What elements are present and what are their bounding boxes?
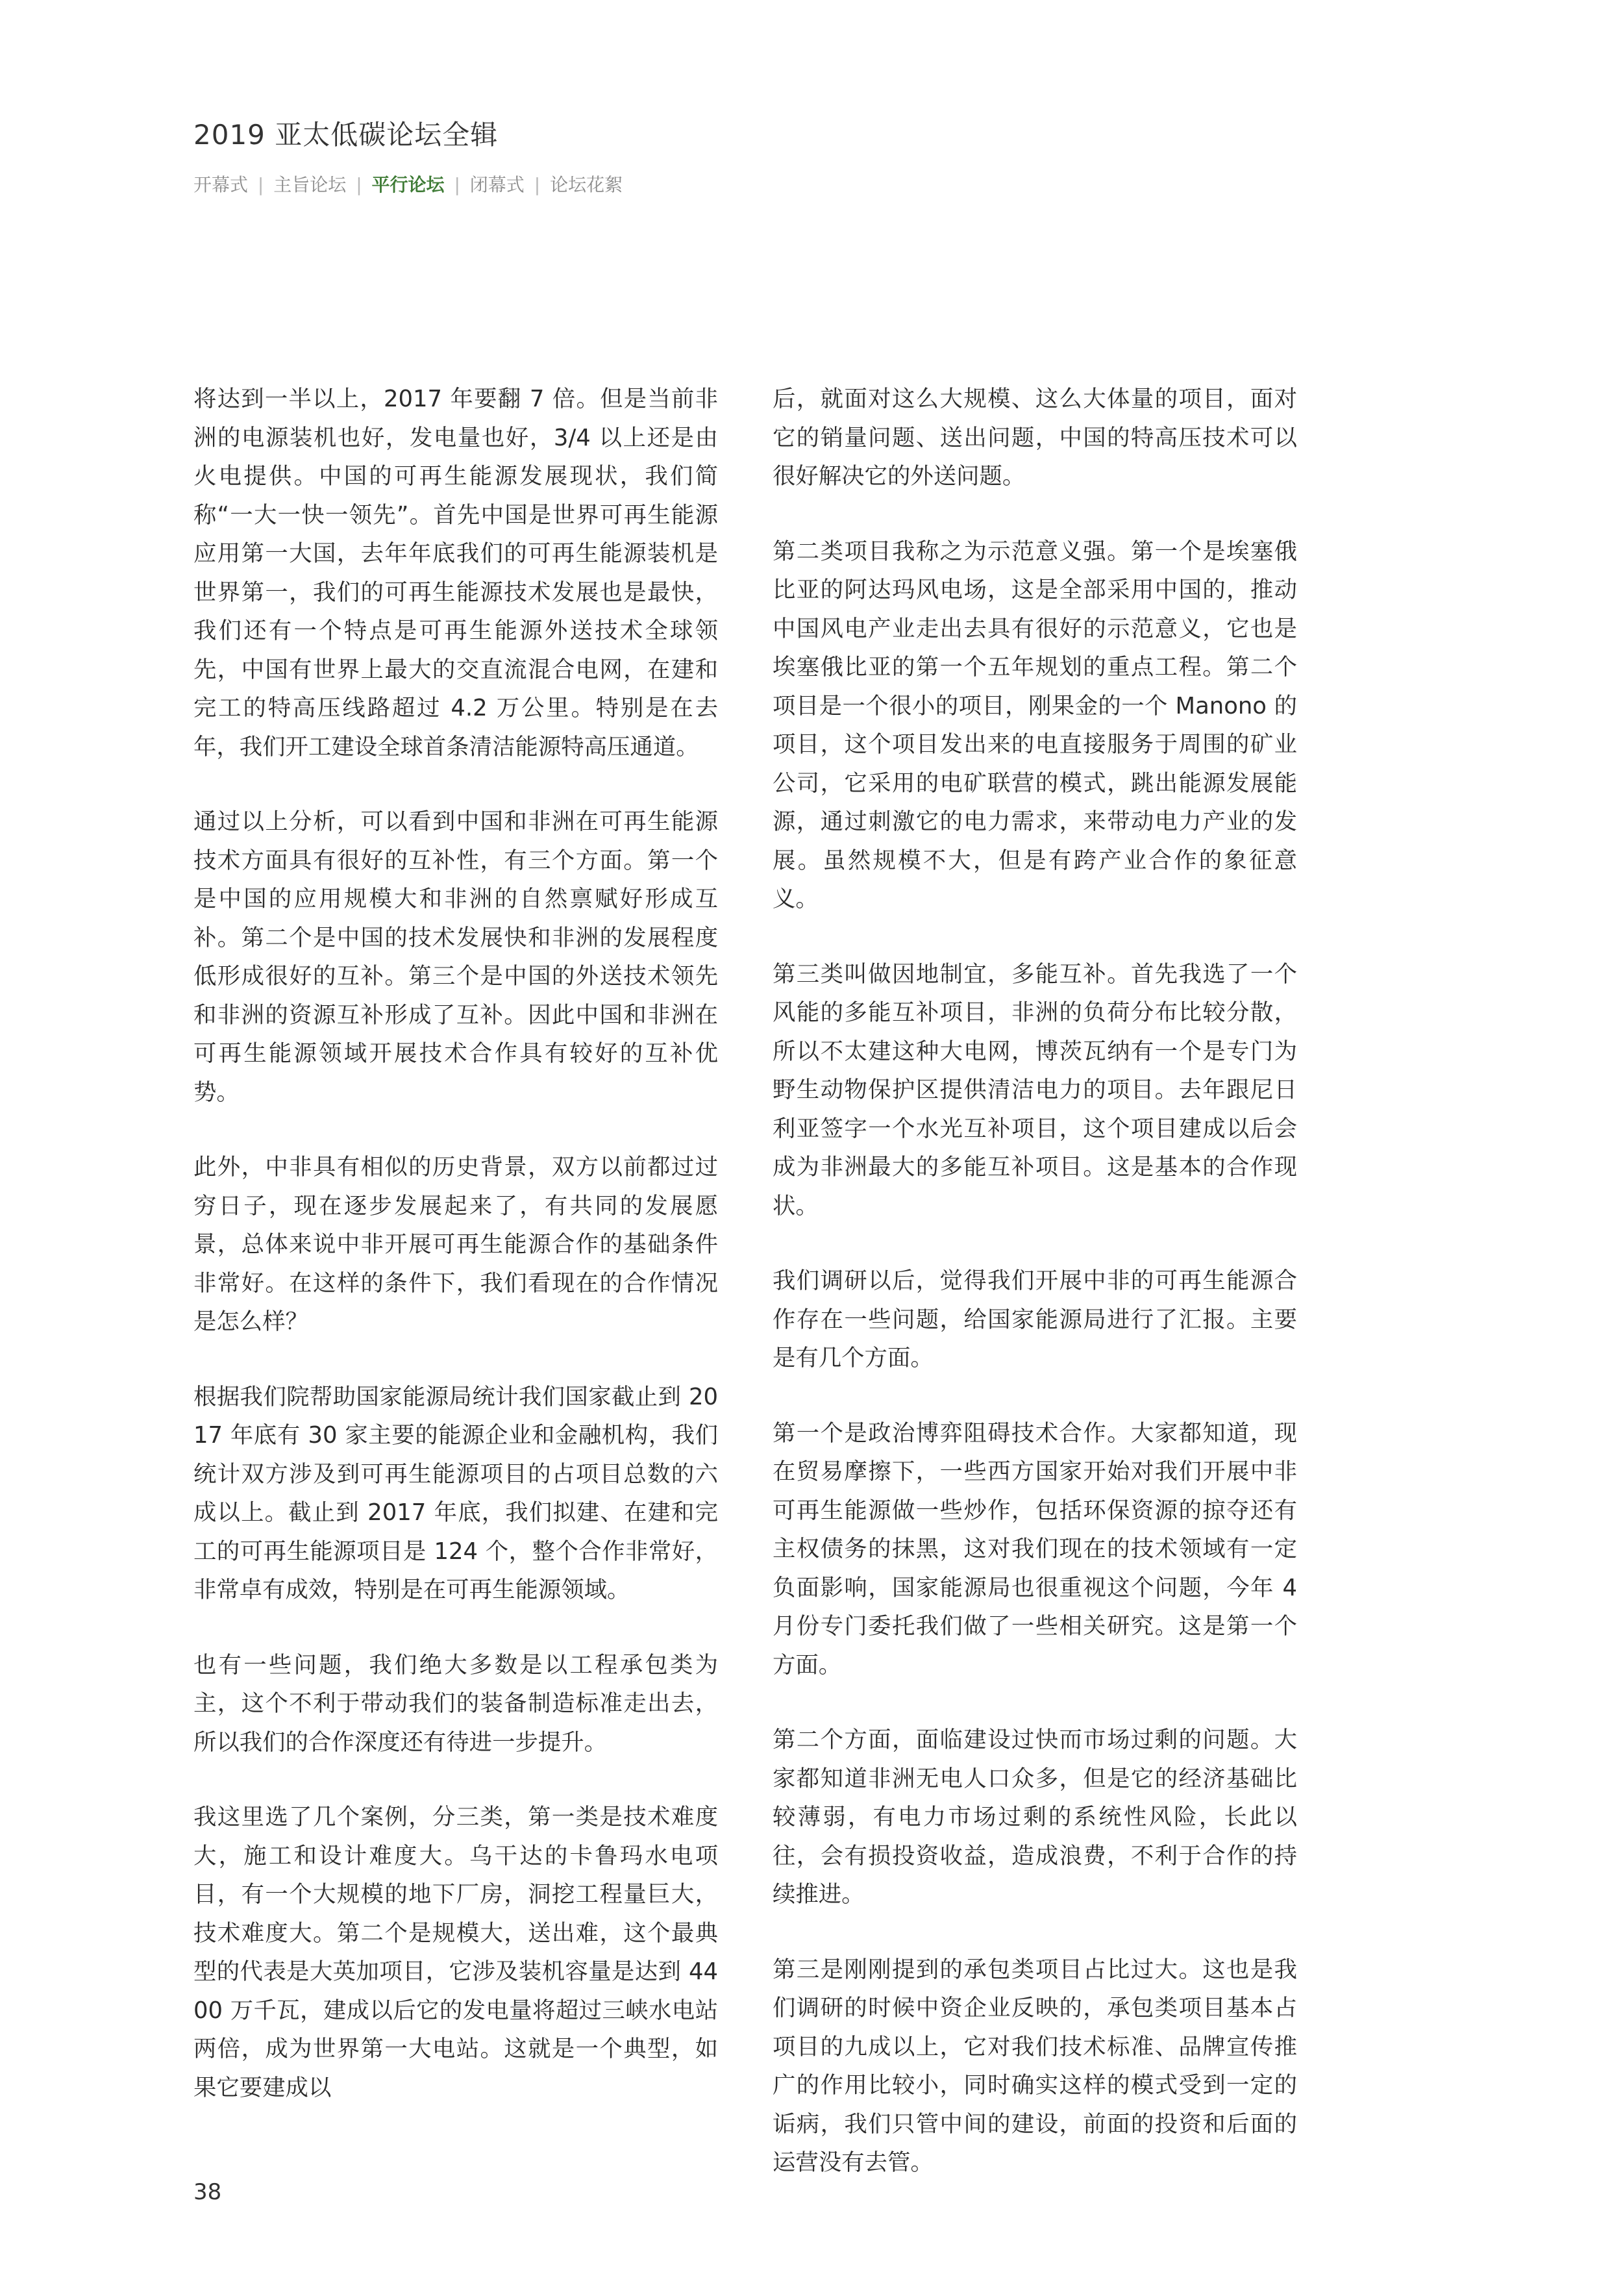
paragraph: 根据我们院帮助国家能源局统计我们国家截止到 2017 年底有 30 家主要的能源企业和金融机构，我们统计双方涉及到可再生能源项目的占项目总数的六成以上。截止到 2017 年底，我们拟建、在建和完工的可再生能源项目是 124 个，整个合作非常好，非常卓有成效，特别是在可再生能源领域。 xyxy=(193,1383,718,1603)
paragraph: 我这里选了几个案例，分三类，第一类是技术难度大，施工和设计难度大。乌干达的卡鲁玛水电项目，有一个大规模的地下厂房，洞挖工程量巨大，技术难度大。第二个是规模大，送出难，这个最典型的代表是大英加项目，它涉及装机容量是达到 4400 万千瓦，建成以后它的发电量将超过三峡水电站两倍，成为世界第一大电站。这就是一个典型，如果它要建成以 xyxy=(193,1804,718,2101)
paragraph: 此外，中非具有相似的历史背景，双方以前都过过穷日子，现在逐步发展起来了，有共同的发展愿景，总体来说中非开展可再生能源合作的基础条件非常好。在这样的条件下，我们看现在的合作情况是怎么样？ xyxy=(193,1154,718,1335)
nav-separator: | xyxy=(454,174,460,195)
paragraph: 将达到一半以上，2017 年要翻 7 倍。但是当前非洲的电源装机也好，发电量也好，3/4 以上还是由火电提供。中国的可再生能源发展现状，我们简称“一大一快一领先”。首先中国是世界可再生能源应用第一大国，去年年底我们的可再生能源装机是世界第一，我们的可再生能源技术发展也是最快，我们还有一个特点是可再生能源外送技术全球领先，中国有世界上最大的交直流混合电网，在建和完工的特高压线路超过 4.2 万公里。特别是在去年，我们开工建设全球首条清洁能源特高压通道。 xyxy=(193,386,718,760)
right-column xyxy=(773,380,1297,2219)
left-column xyxy=(193,380,718,2143)
nav-separator: | xyxy=(257,174,264,195)
paragraph: 也有一些问题，我们绝大多数是以工程承包类为主，这个不利于带动我们的装备制造标准走出去，所以我们的合作深度还有待进一步提升。 xyxy=(193,1651,718,1756)
nav-item-opening[interactable]: 开幕式 xyxy=(193,174,249,195)
paragraph: 我们调研以后，觉得我们开展中非的可再生能源合作存在一些问题，给国家能源局进行了汇报。主要是有几个方面。 xyxy=(773,1267,1297,1371)
paragraph: 后，就面对这么大规模、这么大体量的项目，面对它的销量问题、送出问题，中国的特高压技术可以很好解决它的外送问题。 xyxy=(773,386,1297,490)
document-title: 2019 亚太低碳论坛全辑 xyxy=(193,119,499,151)
nav-separator: | xyxy=(534,174,541,195)
paragraph: 第二个方面，面临建设过快而市场过剩的问题。大家都知道非洲无电人口众多，但是它的经济基础比较薄弱，有电力市场过剩的系统性风险，长此以往，会有损投资收益，造成浪费，不利于合作的持续推进。 xyxy=(773,1727,1297,1908)
paragraph: 通过以上分析，可以看到中国和非洲在可再生能源技术方面具有很好的互补性，有三个方面。第一个是中国的应用规模大和非洲的自然禀赋好形成互补。第二个是中国的技术发展快和非洲的发展程度低形成很好的互补。第三个是中国的外送技术领先和非洲的资源互补形成了互补。因此中国和非洲在可再生能源领域开展技术合作具有较好的互补优势。 xyxy=(193,808,718,1106)
page-header xyxy=(193,114,623,197)
section-nav xyxy=(193,171,623,197)
paragraph: 第二类项目我称之为示范意义强。第一个是埃塞俄比亚的阿达玛风电场，这是全部采用中国的，推动中国风电产业走出去具有很好的示范意义，它也是埃塞俄比亚的第一个五年规划的重点工程。第二个项目是一个很小的项目，刚果金的一个 Manono 的项目，这个项目发出来的电直接服务于周围的矿业公司，它采用的电矿联营的模式，跳出能源发展能源，通过刺激它的电力需求，来带动电力产业的发展。虽然规模不大，但是有跨产业合作的象征意义。 xyxy=(773,538,1297,912)
nav-item-highlights[interactable]: 论坛花絮 xyxy=(550,174,623,195)
paragraph: 第三是刚刚提到的承包类项目占比过大。这也是我们调研的时候中资企业反映的，承包类项目基本占项目的九成以上，它对我们技术标准、品牌宣传推广的作用比较小，同时确实这样的模式受到一定的诟病，我们只管中间的建设，前面的投资和后面的运营没有去管。 xyxy=(773,1956,1297,2176)
page-number: 38 xyxy=(193,2179,222,2205)
paragraph: 第三类叫做因地制宜，多能互补。首先我选了一个风能的多能互补项目，非洲的负荷分布比较分散，所以不太建这种大电网，博茨瓦纳有一个是专门为野生动物保护区提供清洁电力的项目。去年跟尼日利亚签字一个水光互补项目，这个项目建成以后会成为非洲最大的多能互补项目。这是基本的合作现状。 xyxy=(773,960,1297,1219)
nav-item-closing[interactable]: 闭幕式 xyxy=(469,174,525,195)
paragraph: 第一个是政治博弈阻碍技术合作。大家都知道，现在贸易摩擦下，一些西方国家开始对我们开展中非可再生能源做一些炒作，包括环保资源的掠夺还有主权债务的抹黑，这对我们现在的技术领域有一定负面影响，国家能源局也很重视这个问题，今年 4 月份专门委托我们做了一些相关研究。这是第一个方面。 xyxy=(773,1419,1297,1678)
nav-item-parallel-forum[interactable]: 平行论坛 xyxy=(371,174,445,195)
nav-item-keynote[interactable]: 主旨论坛 xyxy=(273,174,347,195)
nav-separator: | xyxy=(356,174,362,195)
